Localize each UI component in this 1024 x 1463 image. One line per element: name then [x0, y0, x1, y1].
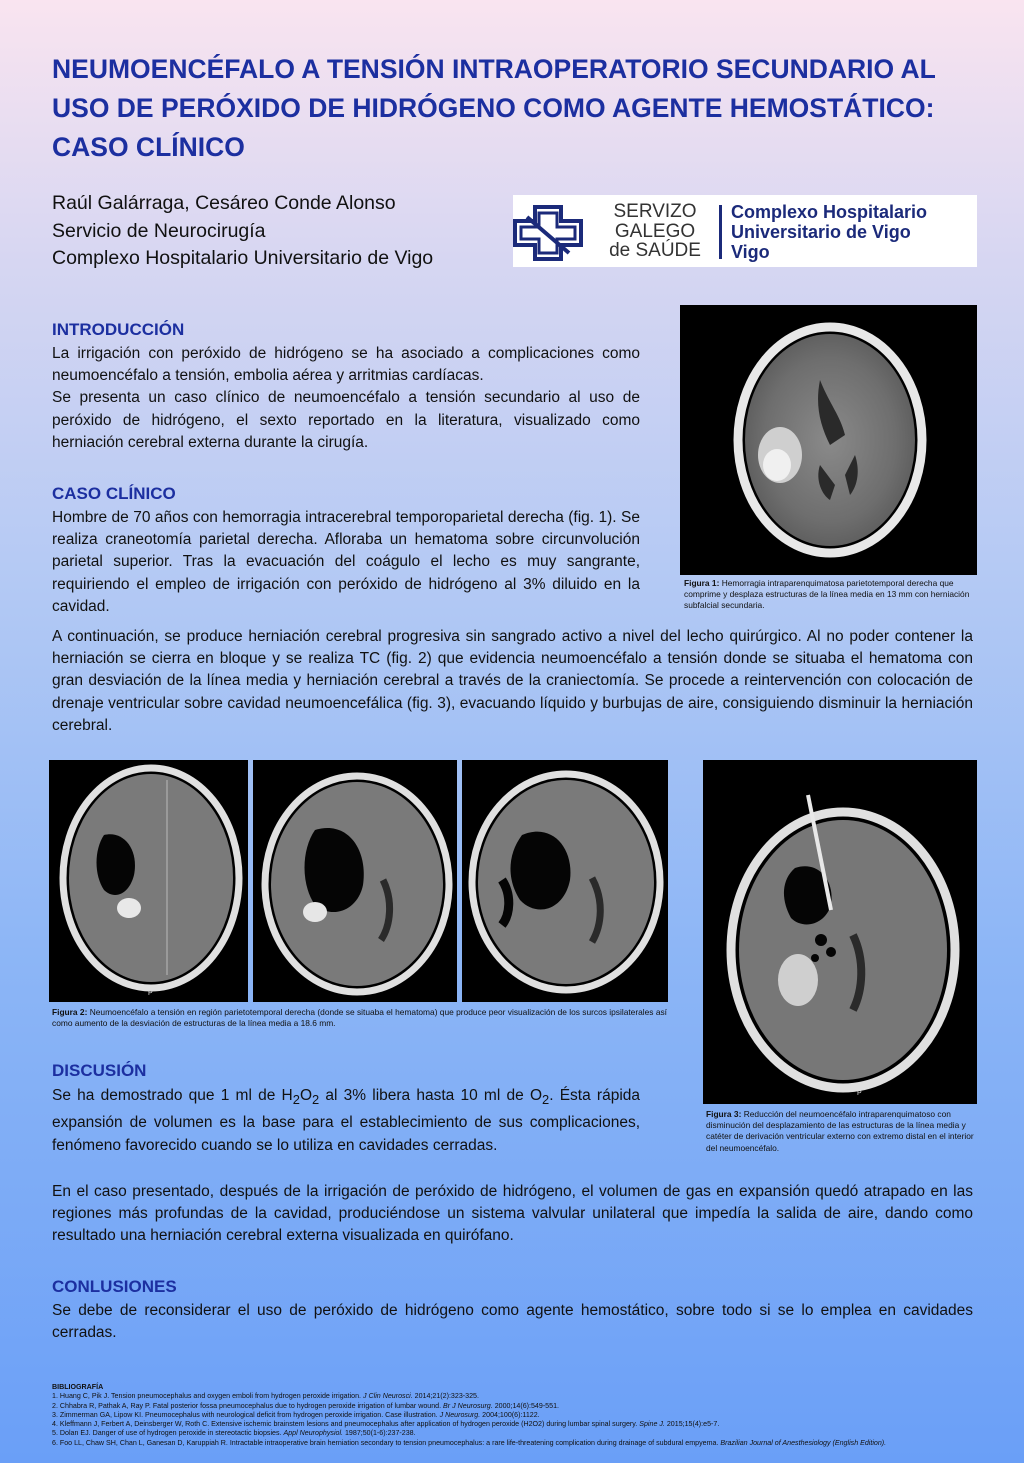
ref-journal: Spine J.	[639, 1420, 665, 1429]
figure-2-caption	[52, 1007, 667, 1029]
figure-1-ct-image	[680, 305, 977, 575]
chuv-line: Vigo	[731, 242, 770, 262]
subscript: 2	[292, 1092, 300, 1108]
caption-text: Hemorragia intraparenquimatosa parietotemporal derecha que comprime y desplaza estructuras de la línea media en 13 mm con herniación subfalcial secundaria.	[684, 578, 970, 611]
sergas-line: SERVIZO	[613, 201, 697, 222]
reference-item	[52, 1402, 982, 1411]
ref-text: 2000;14(6):549-551.	[492, 1401, 559, 1410]
caso-clinico-text-2: A continuación, se produce herniación cerebral progresiva sin sangrado activo a nivel del lecho quirúrgico. Al no poder contener la herniación se cierra en bloque y se realiza TC (fig. 2) que evidencia neumoencéfalo a tensión donde se situaba el hematoma con gran desviación de la línea media y herniación cerebral a través de la craniectomía. Se procede a reintervención con colocación de drenaje ventricular sobre cavidad neumoencefálica (fig. 3), evacuando líquido y burbujas de aire, consiguiendo disminuir la herniación cerebral.	[52, 628, 973, 734]
caption-text: Neumoencéfalo a tensión en región parietotemporal derecha (donde se situaba el hematoma) que produce peor visualización de los surcos ipsilaterales así como aumento de la desviación de estructuras de la línea media a 18.6 mm.	[52, 1007, 667, 1029]
ref-text: 6. Foo LL, Chaw SH, Chan L, Ganesan D, Karuppiah R. Intractable intraoperative brain herniation secondary to tension pneumocephalus: a rare life-threatening complication during drainage of subdural empyema.	[52, 1438, 721, 1447]
text-run: . Ésta rápida expansión de volumen es la base para el establecimiento de sus complicaciones, fenómeno favorecido cuando se lo utiliza en cavidades cerradas.	[52, 1087, 641, 1155]
ref-text: 1. Huang C, Pik J. Tension pneumocephalus and oxygen emboli from hydrogen peroxide irrigation.	[52, 1392, 363, 1401]
bibliography	[52, 1383, 982, 1448]
ref-text: 1987;50(1-6):237-238.	[343, 1429, 416, 1438]
bibliography-heading: BIBLIOGRAFÍA	[52, 1383, 104, 1391]
ct-scan-illustration	[680, 305, 977, 575]
chuv-wordmark	[731, 202, 927, 262]
reference-item	[52, 1411, 982, 1420]
logo-divider	[719, 205, 722, 259]
text-run: al 3% libera hasta 10 ml de O	[319, 1087, 542, 1104]
figure-1-caption	[684, 578, 979, 612]
subscript: 2	[312, 1092, 320, 1108]
reference-item	[52, 1420, 982, 1429]
title-line: NEUMOENCÉFALO A TENSIÓN INTRAOPERATORIO SECUNDARIO AL	[52, 54, 936, 84]
ref-journal: J Clin Neurosci.	[363, 1392, 413, 1401]
title-line: CASO CLÍNICO	[52, 132, 245, 162]
section-heading-introduccion: INTRODUCCIÓN	[52, 320, 185, 339]
hospital-logo	[513, 195, 977, 267]
caption-label: Figura 2:	[52, 1007, 88, 1017]
reference-item	[52, 1429, 982, 1438]
figure-3-caption	[706, 1109, 974, 1154]
ref-text: 2004;100(6):1122.	[480, 1410, 540, 1419]
figure-2-panel-3	[462, 760, 668, 1002]
poster-title	[52, 50, 992, 167]
sergas-line: de SAÚDE	[609, 240, 701, 261]
ref-journal: J Neurosurg.	[439, 1410, 481, 1419]
ref-text: 4. Kleffmann J, Ferbert A, Deinsberger W, Roth C. Extensive ischemic brainstem lesions and pneumocephalus after application of hydrogen peroxide (H2O2) during lumbar spinal surgery.	[52, 1420, 640, 1429]
text-run: O	[299, 1087, 312, 1104]
caption-label: Figura 3:	[706, 1109, 742, 1119]
text-run: Se ha demostrado que 1 ml de H	[52, 1087, 293, 1104]
introduccion-text	[52, 343, 640, 454]
figure-2-panel-2	[253, 760, 457, 1002]
caption-text: Reducción del neumoencéfalo intraparenquimatoso con disminución del desplazamiento de las estructuras de la línea media y catéter de derivación ventricular externo con extremo distal en el interior del neumoencéfalo.	[706, 1109, 974, 1153]
figure-2-panel-1	[49, 760, 248, 1002]
ref-text: 2014;21(2):323-325.	[412, 1392, 479, 1401]
caption-label: Figura 1:	[684, 578, 720, 588]
author-block	[52, 190, 433, 273]
author-institution: Complexo Hospitalario Universitario de Vigo	[52, 247, 434, 269]
subscript: 2	[542, 1092, 550, 1108]
ref-text: 3. Zimmerman GA, Lipow KI. Pneumocephalus with neurological deficit from hydrogen peroxide irrigation. Case illustration.	[52, 1410, 440, 1419]
author-names: Raúl Galárraga, Cesáreo Conde Alonso	[52, 192, 396, 214]
sergas-wordmark	[599, 202, 711, 261]
ref-journal: Br J Neurosurg.	[443, 1401, 493, 1410]
discusion-text-2: En el caso presentado, después de la irrigación de peróxido de hidrógeno, el volumen de gas en expansión quedó atrapado en las regiones más profundas de la cavidad, produciéndose un sistema valvular unilateral que impedía la salida de aire, dando como resultado una herniación cerebral externa visualizada en quirófano.	[52, 1183, 973, 1245]
section-heading-discusion: DISCUSIÓN	[52, 1061, 147, 1080]
conclusiones-text: Se debe de reconsiderar el uso de peróxido de hidrógeno como agente hemostático, sobre todo si se lo emplea en cavidades cerradas.	[52, 1302, 973, 1342]
section-heading-conclusiones: CONLUSIONES	[52, 1277, 177, 1296]
ct-scan-illustration	[703, 760, 977, 1104]
ct-scan-illustration	[49, 760, 248, 1002]
reference-item	[52, 1392, 982, 1401]
ct-scan-illustration	[253, 760, 457, 1002]
figure-2-marker: P	[148, 990, 153, 997]
ct-scan-illustration	[462, 760, 668, 1002]
title-line: USO DE PERÓXIDO DE HIDRÓGENO COMO AGENTE HEMOSTÁTICO:	[52, 93, 935, 123]
sergas-cross-icon	[513, 203, 585, 261]
figure-3-ct-image	[703, 760, 977, 1104]
ref-journal: Brazilian Journal of Anesthesiology (English Edition).	[720, 1438, 887, 1447]
section-heading-caso-clinico: CASO CLÍNICO	[52, 484, 176, 503]
ref-text: 2. Chhabra R, Pathak A, Ray P. Fatal posterior fossa pneumocephalus due to hydrogen peroxide irrigation of lumbar wound.	[52, 1401, 444, 1410]
paragraph: Se presenta un caso clínico de neumoencéfalo a tensión secundario al uso de peróxido de hidrógeno, el sexto reportado en la literatura, visualizado como herniación cerebral externa durante la cirugía.	[52, 389, 640, 451]
caso-clinico-text-1: Hombre de 70 años con hemorragia intracerebral temporoparietal derecha (fig. 1). Se realiza craneotomía parietal derecha. Afloraba un hematoma sobre circunvolución parietal superior. Tras la evacuación del coágulo el lecho es muy sangrante, requiriendo el empleo de irrigación con peróxido de hidrógeno al 3% diluido en la cavidad.	[52, 509, 640, 615]
ref-journal: Appl Neurophysiol.	[283, 1429, 344, 1438]
discusion-text-1	[52, 1084, 640, 1157]
ref-text: 2015;15(4):e5-7.	[664, 1420, 720, 1429]
paragraph: La irrigación con peróxido de hidrógeno se ha asociado a complicaciones como neumoencéfalo a tensión, embolia aérea y arritmias cardíacas.	[52, 345, 640, 385]
figure-3-marker: P	[857, 1090, 862, 1097]
author-department: Servicio de Neurocirugía	[52, 219, 266, 242]
reference-item	[52, 1439, 982, 1448]
ref-text: 5. Dolan EJ. Danger of use of hydrogen peroxide in stereotactic biopsies.	[52, 1429, 284, 1438]
sergas-line: GALEGO	[614, 220, 696, 242]
chuv-line: Universitario de Vigo	[731, 222, 911, 242]
chuv-line: Complexo Hospitalario	[731, 202, 928, 222]
